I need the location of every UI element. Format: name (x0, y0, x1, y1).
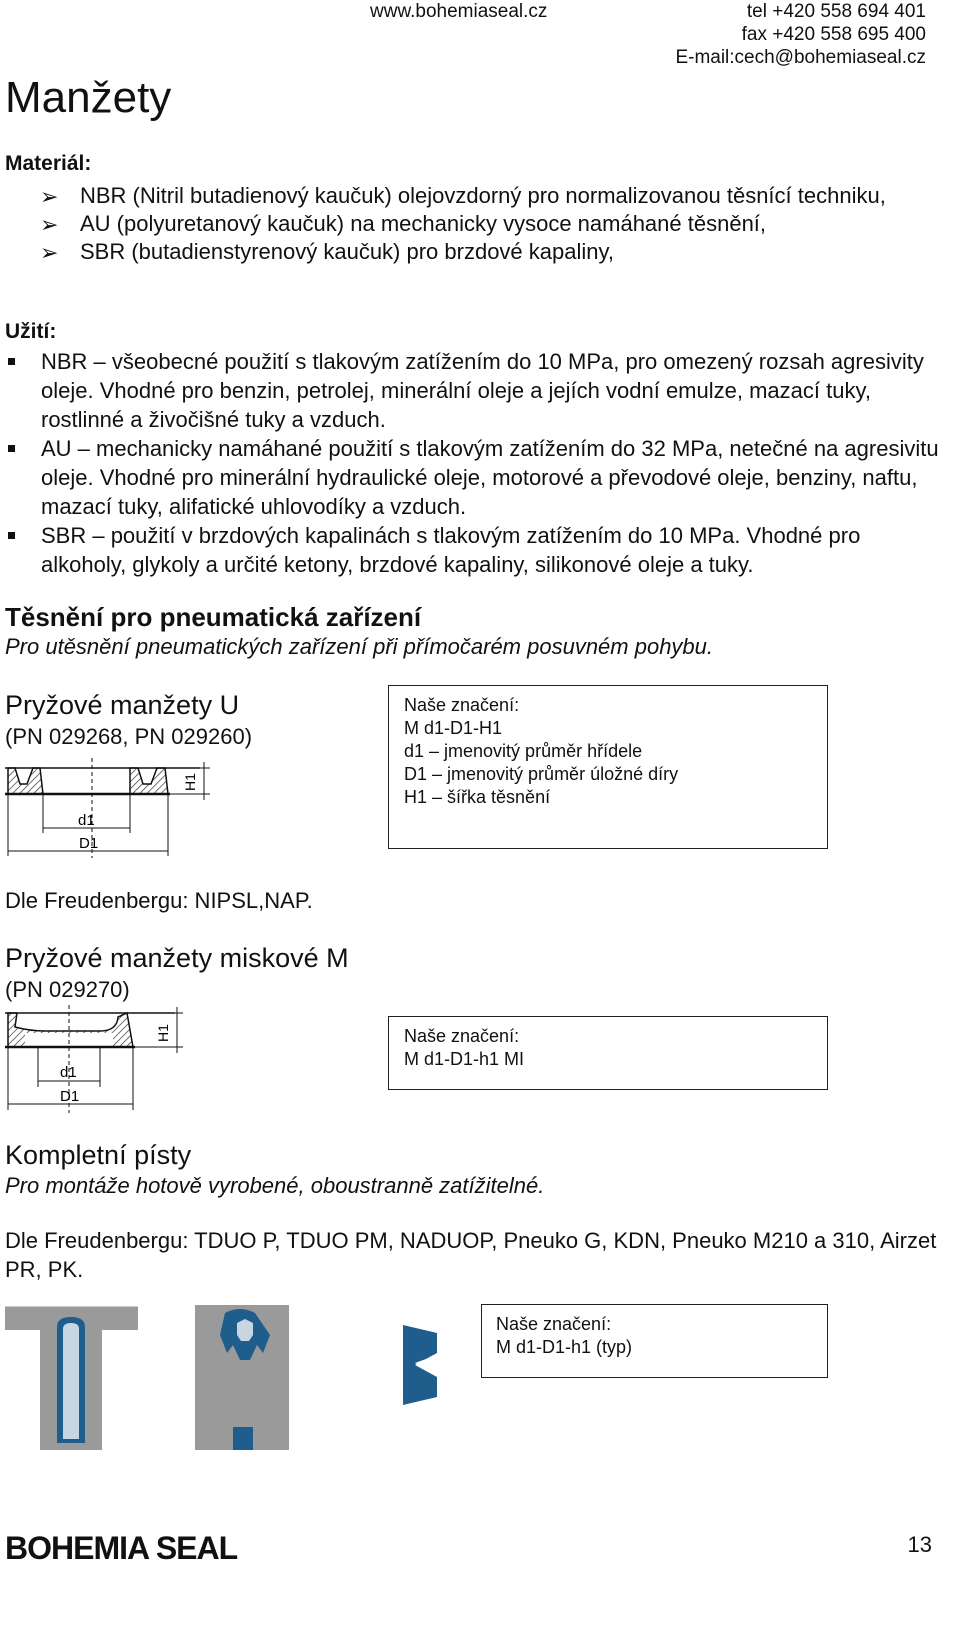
page-number: 13 (907, 1532, 932, 1557)
pistons-heading: Kompletní písty (5, 1140, 192, 1170)
m-cup-diagram (5, 1005, 190, 1113)
d1-label: d1 (78, 812, 95, 829)
pneumatic-subtitle: Pro utěsnění pneumatických zařízení při přímočarém posuvném pohybu. (5, 634, 714, 659)
arrow-bullet-icon: ➢ (40, 212, 59, 237)
bohemia-seal-logo: BOHEMIA SEAL (5, 1530, 238, 1566)
piston-diagram-2 (195, 1305, 295, 1450)
arrow-bullet-icon: ➢ (40, 184, 59, 209)
pistons-marking-box: Naše značení: M d1-D1-h1 (typ) (481, 1304, 828, 1378)
m-cups-heading: Pryžové manžety miskové M (5, 943, 349, 973)
list-item: ➢ AU (polyuretanový kaučuk) na mechanicky vysoce namáhané těsnění, (40, 211, 767, 237)
phone: tel +420 558 694 401 (746, 1, 926, 22)
u-cups-freudenberg: Dle Freudenbergu: NIPSL,NAP. (5, 888, 313, 913)
fax: fax +420 558 695 400 (741, 24, 926, 45)
m-cups-marking-box: Naše značení: M d1-D1-h1 MI (388, 1016, 828, 1090)
usage-label: Užití: (5, 320, 57, 343)
D1-label: D1 (60, 1088, 80, 1105)
m-cups-pn: (PN 029270) (5, 977, 130, 1002)
piston-diagram-3 (395, 1305, 455, 1450)
material-list (40, 182, 920, 266)
u-cups-marking-box: Naše značení: M d1-D1-H1 d1 – jmenovitý průměr hřídele D1 – jmenovitý průměr úložné díry H1 – šířka těsnění (388, 685, 828, 849)
square-bullet-icon (8, 358, 15, 365)
pistons-subtitle: Pro montáže hotově vyrobené, oboustranně zatížitelné. (5, 1173, 545, 1198)
list-item: NBR – všeobecné použití s tlakovým zatížením do 10 MPa, pro omezený rozsah agresivity oleje. Vhodné pro benzin, petrolej, minerální oleje a jejích vodní emulze, mazací tuky, rostlinné a živočišné tuky a vzduch. (5, 347, 945, 434)
usage-list (5, 347, 945, 579)
material-label: Materiál: (5, 152, 92, 175)
list-item: AU – mechanicky namáhané použití s tlakovým zatížením do 32 MPa, netečné na agresivitu oleje. Vhodné pro minerální hydraulické oleje, motorové a převodové oleje, benziny, naftu, mazací tuky, alifatické uhlovodíky a vzduch. (5, 434, 945, 521)
D1-label: D1 (79, 835, 99, 852)
page-title: Manžety (5, 73, 172, 122)
H1-label: H1 (155, 1024, 171, 1042)
pistons-freudenberg: Dle Freudenbergu: TDUO P, TDUO PM, NADUOP, Pneuko G, KDN, Pneuko M210 a 310, Airzet PR, PK. (5, 1228, 937, 1282)
u-cup-diagram (5, 758, 220, 858)
list-item: ➢ SBR (butadienstyrenový kaučuk) pro brzdové kapaliny, (40, 239, 614, 265)
pneumatic-heading: Těsnění pro pneumatická zařízení (5, 602, 422, 632)
d1-label: d1 (60, 1064, 77, 1081)
square-bullet-icon (8, 532, 15, 539)
H1-label: H1 (182, 773, 198, 791)
piston-diagram-1 (5, 1305, 140, 1450)
website[interactable]: www.bohemiaseal.cz (370, 1, 548, 22)
u-cups-pn: (PN 029268, PN 029260) (5, 724, 253, 749)
header-contact (675, 0, 926, 69)
list-item: SBR – použití v brzdových kapalinách s tlakovým zatížením do 10 MPa. Vhodné pro alkoholy, glykoly a určité ketony, brzdové kapaliny, silikonové oleje a tuky. (5, 521, 945, 579)
email[interactable]: E-mail:cech@bohemiaseal.cz (675, 47, 926, 68)
arrow-bullet-icon: ➢ (40, 240, 59, 265)
u-cups-heading: Pryžové manžety U (5, 690, 240, 720)
list-item: ➢ NBR (Nitril butadienový kaučuk) olejovzdorný pro normalizovanou těsnící techniku, (40, 183, 886, 209)
square-bullet-icon (8, 445, 15, 452)
